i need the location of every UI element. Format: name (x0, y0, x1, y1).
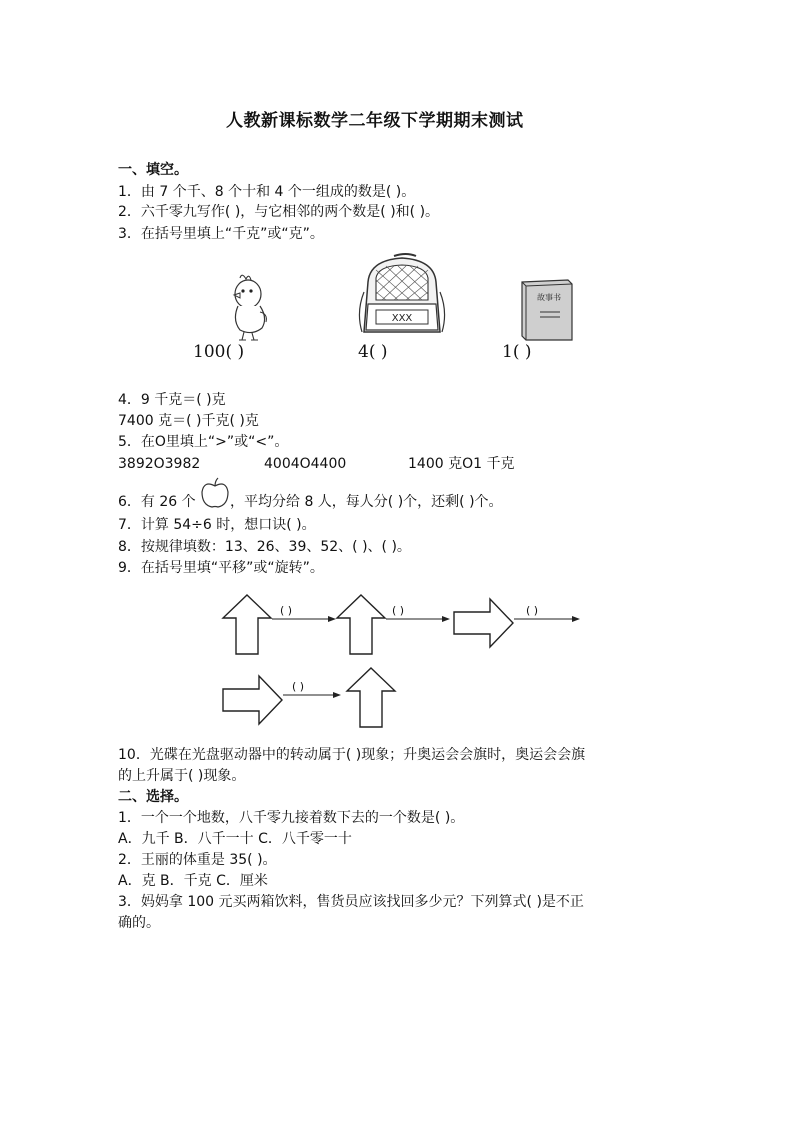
question-4a: 4．9 千克＝( )克 (118, 392, 226, 408)
question-4b: 7400 克＝( )千克( )克 (118, 413, 259, 429)
bag-weight-label: 4( ) (358, 342, 388, 362)
arrow-up-icon (336, 594, 386, 656)
question-6-start: 6．有 26 个 (118, 494, 196, 510)
answer-paren-4: ( ) (292, 680, 305, 693)
answer-paren-3: ( ) (526, 604, 539, 617)
transform-arrow-3 (514, 614, 580, 624)
arrow-right-icon (452, 598, 514, 648)
arrow-right-icon (221, 675, 283, 725)
answer-paren-1: ( ) (280, 604, 293, 617)
question-3: 3．在括号里填上“千克”或“克”。 (118, 226, 324, 242)
section-heading: 一、填空。 (118, 162, 188, 178)
answer-paren-2: ( ) (392, 604, 405, 617)
choice-options-2: A．克 B．千克 C．厘米 (118, 873, 268, 889)
question-5: 5．在O里填上“>”或“<”。 (118, 434, 289, 450)
question-7: 7．计算 54÷6 时，想口诀( )。 (118, 517, 316, 533)
choice-options-1: A．九千 B．八千一十 C．八千零一十 (118, 831, 352, 847)
transform-arrow-1 (272, 614, 336, 624)
page-title: 人教新课标数学二年级下学期期末测试 (226, 111, 524, 131)
transform-arrow-4 (283, 690, 341, 700)
choice-question-2: 2．王丽的体重是 35( )。 (118, 852, 277, 868)
choice-question-1: 1．一个一个地数，八千零九接着数下去的一个数是( )。 (118, 810, 465, 826)
compare-item-1: 3892O3982 (118, 456, 201, 472)
chick-weight-label: 100( ) (193, 342, 245, 362)
transform-arrow-2 (386, 614, 450, 624)
compare-item-2: 4004O4400 (264, 456, 347, 472)
compare-item-3: 1400 克O1 千克 (408, 456, 515, 472)
question-6-end: ，平均分给 8 人，每人分( )个，还剩( )个。 (230, 494, 503, 510)
question-9: 9．在括号里填“平移”或“旋转”。 (118, 560, 324, 576)
arrow-up-icon (222, 594, 272, 656)
book-cover-title: 故事书 (537, 293, 561, 302)
section-heading: 二、选择。 (118, 789, 188, 805)
storybook-icon (520, 278, 576, 342)
chick-icon (226, 272, 276, 342)
question-8: 8．按规律填数：13、26、39、52、( )、( )。 (118, 539, 411, 555)
apple-icon (200, 477, 230, 509)
question-1: 1．由 7 个千、8 个十和 4 个一组成的数是( )。 (118, 184, 416, 200)
choice-question-3-line1: 3．妈妈拿 100 元买两箱饮料，售货员应该找回多少元？下列算式( )是不正 (118, 894, 584, 910)
question-10-line2: 的上升属于( )现象。 (118, 768, 246, 784)
choice-question-3-line2: 确的。 (118, 915, 160, 931)
book-weight-label: 1( ) (502, 342, 532, 362)
backpack-pattern: XXX (391, 313, 413, 324)
question-10-line1: 10．光碟在光盘驱动器中的转动属于( )现象；升奥运会会旗时，奥运会会旗 (118, 747, 586, 763)
backpack-icon (354, 252, 450, 338)
arrow-up-icon (346, 667, 396, 729)
question-2: 2．六千零九写作( )，与它相邻的两个数是( )和( )。 (118, 204, 440, 220)
